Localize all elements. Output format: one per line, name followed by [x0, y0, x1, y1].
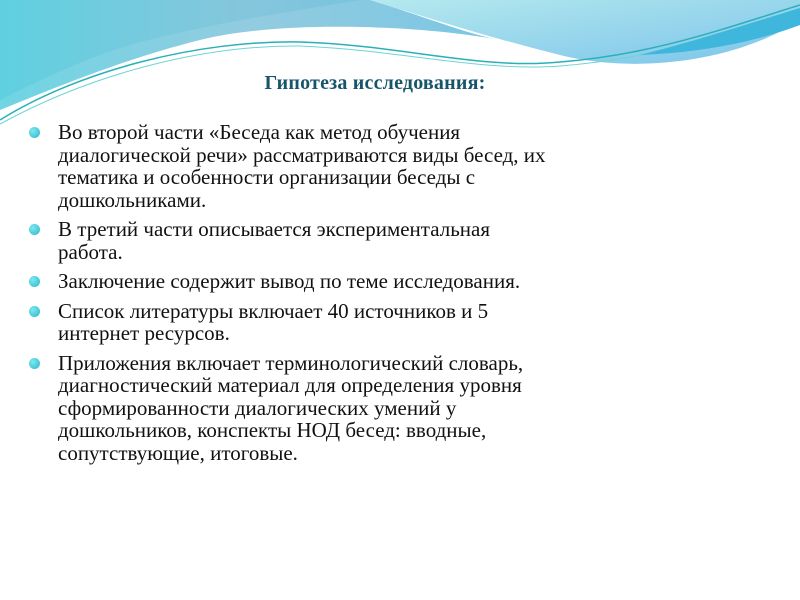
list-item-text: диагностический материал для определения уровня	[58, 373, 522, 397]
list-item-text: сформированности диалогических умений у	[58, 395, 457, 420]
list-item-text: тематика и особенности организации беседы с	[58, 165, 476, 189]
bullet-icon	[29, 127, 40, 138]
slide-title	[0, 72, 800, 95]
bullet-list	[26, 121, 766, 471]
list-item-text: сопутствующие, итоговые.	[58, 440, 298, 465]
bullet-icon	[29, 224, 40, 235]
list-item	[26, 300, 766, 345]
list-item-text: интернет ресурсов.	[58, 321, 230, 345]
bullet-icon	[29, 358, 40, 369]
list-item	[26, 352, 766, 465]
list-item-text: Приложения включает терминологический словарь,	[58, 350, 524, 375]
list-item-text: диалогической речи» рассматриваются виды бесед, их	[58, 142, 546, 167]
list-item-text: В третий части описывается экспериментальная	[58, 217, 491, 241]
list-item-text: работа.	[58, 239, 123, 264]
slide-title-text: Гипотеза исследования:	[264, 72, 486, 94]
list-item	[26, 270, 766, 293]
list-item-text: дошкольников, конспекты НОД бесед: вводные,	[58, 418, 487, 442]
list-item-text: дошкольниками.	[58, 187, 207, 212]
header-wave-decoration	[0, 0, 800, 130]
list-item	[26, 218, 766, 263]
list-item-text: Заключение содержит вывод по теме исследования.	[58, 269, 521, 293]
bullet-icon	[29, 306, 40, 317]
list-item-text: Во второй части «Беседа как метод обучения	[58, 120, 461, 144]
list-item-text: Список литературы включает 40 источников и 5	[58, 298, 489, 323]
list-item	[26, 121, 766, 211]
bullet-icon	[29, 276, 40, 287]
